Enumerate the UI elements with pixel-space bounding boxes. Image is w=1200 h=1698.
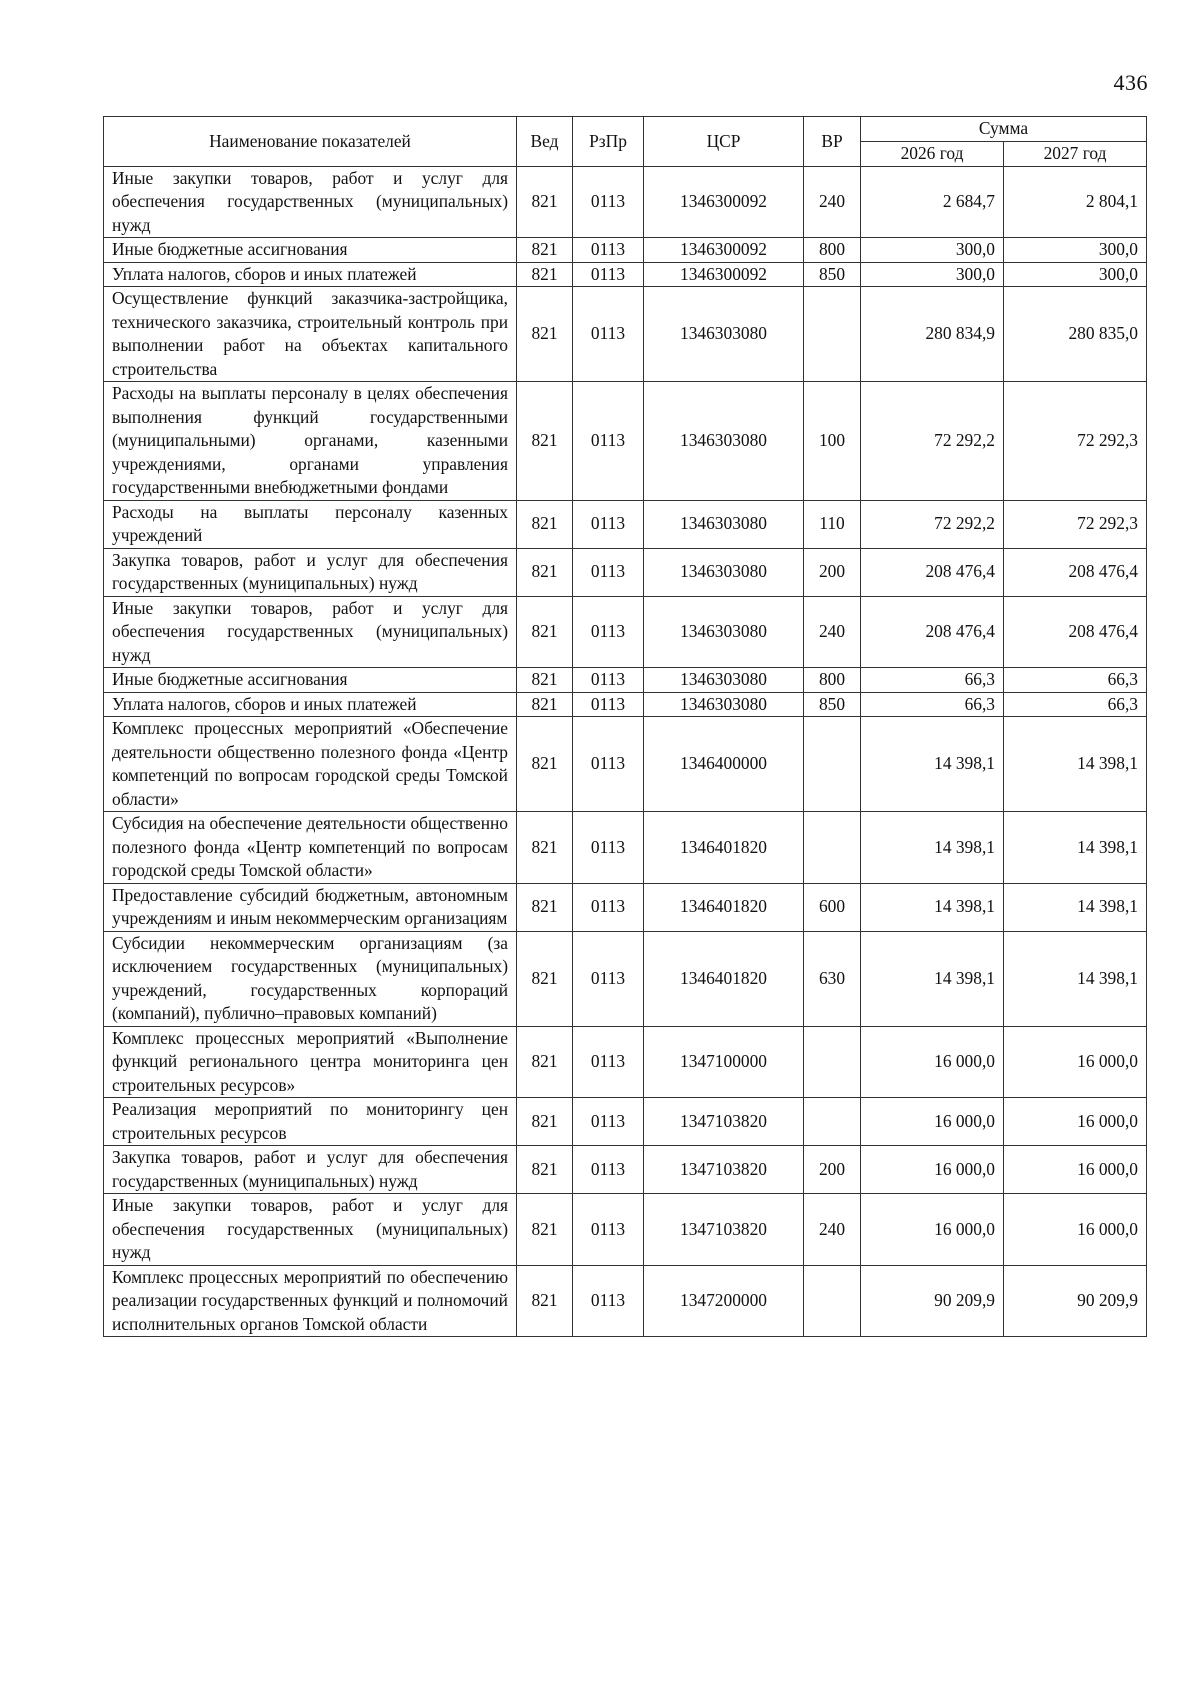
row-name: Комплекс процессных мероприятий по обеспечению реализации государственных функций и полномочий исполнительных органов Томской области: [104, 1265, 517, 1337]
row-vr: 200: [804, 548, 861, 596]
row-ved: 821: [517, 668, 573, 693]
row-csr: 1347103820: [644, 1146, 804, 1194]
row-sum-2026: 300,0: [861, 262, 1004, 287]
row-vr: 850: [804, 692, 861, 717]
row-vr: [804, 1026, 861, 1098]
row-ved: 821: [517, 238, 573, 263]
row-name: Комплекс процессных мероприятий «Выполнение функций регионального центра мониторинга цен строительных ресурсов»: [104, 1026, 517, 1098]
header-year-2027: 2027 год: [1004, 142, 1147, 167]
row-vr: 240: [804, 596, 861, 668]
row-name: Иные закупки товаров, работ и услуг для обеспечения государственных (муниципальных) нужд: [104, 166, 517, 238]
row-ved: 821: [517, 548, 573, 596]
row-sum-2027: 2 804,1: [1004, 166, 1147, 238]
header-year-2026: 2026 год: [861, 142, 1004, 167]
row-vr: [804, 1098, 861, 1146]
row-sum-2026: 208 476,4: [861, 548, 1004, 596]
row-rzpr: 0113: [573, 382, 644, 501]
row-csr: 1346300092: [644, 166, 804, 238]
row-sum-2027: 300,0: [1004, 238, 1147, 263]
budget-table: [103, 116, 1147, 1337]
row-rzpr: 0113: [573, 1194, 644, 1266]
row-vr: 800: [804, 238, 861, 263]
row-ved: 821: [517, 262, 573, 287]
row-sum-2026: 72 292,2: [861, 500, 1004, 548]
row-csr: 1346303080: [644, 287, 804, 382]
row-sum-2027: 208 476,4: [1004, 548, 1147, 596]
row-rzpr: 0113: [573, 1146, 644, 1194]
row-sum-2026: 66,3: [861, 668, 1004, 693]
row-sum-2026: 16 000,0: [861, 1146, 1004, 1194]
row-csr: 1346401820: [644, 812, 804, 884]
row-sum-2026: 66,3: [861, 692, 1004, 717]
row-vr: [804, 287, 861, 382]
row-ved: 821: [517, 883, 573, 931]
row-sum-2027: 14 398,1: [1004, 812, 1147, 884]
row-rzpr: 0113: [573, 500, 644, 548]
row-sum-2027: 14 398,1: [1004, 717, 1147, 812]
row-sum-2027: 72 292,3: [1004, 382, 1147, 501]
row-rzpr: 0113: [573, 931, 644, 1026]
row-csr: 1347103820: [644, 1194, 804, 1266]
table-row: [104, 166, 1147, 238]
table-row: [104, 931, 1147, 1026]
row-rzpr: 0113: [573, 883, 644, 931]
row-rzpr: 0113: [573, 596, 644, 668]
row-rzpr: 0113: [573, 166, 644, 238]
row-csr: 1346300092: [644, 262, 804, 287]
row-sum-2026: 16 000,0: [861, 1026, 1004, 1098]
table-row: [104, 1098, 1147, 1146]
header-ved: Вед: [517, 117, 573, 167]
row-rzpr: 0113: [573, 262, 644, 287]
row-sum-2027: 90 209,9: [1004, 1265, 1147, 1337]
row-rzpr: 0113: [573, 668, 644, 693]
row-ved: 821: [517, 1146, 573, 1194]
row-rzpr: 0113: [573, 238, 644, 263]
row-name: Иные бюджетные ассигнования: [104, 668, 517, 693]
table-row: [104, 1146, 1147, 1194]
row-csr: 1346303080: [644, 668, 804, 693]
row-vr: [804, 1265, 861, 1337]
header-name: Наименование показателей: [104, 117, 517, 167]
table-header: [104, 117, 1147, 167]
row-name: Иные бюджетные ассигнования: [104, 238, 517, 263]
row-name: Расходы на выплаты персоналу в целях обеспечения выполнения функций государственными (муниципальными) органами, казенными учреждениями, органами управления государственными внебюджетными фондами: [104, 382, 517, 501]
row-name: Иные закупки товаров, работ и услуг для обеспечения государственных (муниципальных) нужд: [104, 1194, 517, 1266]
row-sum-2026: 90 209,9: [861, 1265, 1004, 1337]
row-name: Комплекс процессных мероприятий «Обеспечение деятельности общественно полезного фонда «Центр компетенций по вопросам городской среды Томской области»: [104, 717, 517, 812]
page-number: 436: [1113, 70, 1148, 95]
row-sum-2026: 14 398,1: [861, 717, 1004, 812]
table-row: [104, 1265, 1147, 1337]
row-ved: 821: [517, 596, 573, 668]
row-ved: 821: [517, 382, 573, 501]
row-ved: 821: [517, 1265, 573, 1337]
row-name: Реализация мероприятий по мониторингу цен строительных ресурсов: [104, 1098, 517, 1146]
row-csr: 1346401820: [644, 931, 804, 1026]
row-ved: 821: [517, 166, 573, 238]
row-name: Предоставление субсидий бюджетным, автономным учреждениям и иным некоммерческим организациям: [104, 883, 517, 931]
table-body: [104, 166, 1147, 1337]
row-name: Закупка товаров, работ и услуг для обеспечения государственных (муниципальных) нужд: [104, 548, 517, 596]
row-sum-2026: 72 292,2: [861, 382, 1004, 501]
table-row: [104, 262, 1147, 287]
row-name: Иные закупки товаров, работ и услуг для обеспечения государственных (муниципальных) нужд: [104, 596, 517, 668]
row-sum-2027: 16 000,0: [1004, 1026, 1147, 1098]
table-row: [104, 692, 1147, 717]
header-rzpr: РзПр: [573, 117, 644, 167]
row-ved: 821: [517, 717, 573, 812]
row-sum-2027: 14 398,1: [1004, 931, 1147, 1026]
row-name: Уплата налогов, сборов и иных платежей: [104, 692, 517, 717]
row-csr: 1346303080: [644, 500, 804, 548]
row-sum-2027: 16 000,0: [1004, 1194, 1147, 1266]
row-name: Закупка товаров, работ и услуг для обеспечения государственных (муниципальных) нужд: [104, 1146, 517, 1194]
row-vr: [804, 717, 861, 812]
row-sum-2026: 16 000,0: [861, 1098, 1004, 1146]
row-name: Расходы на выплаты персоналу казенных учреждений: [104, 500, 517, 548]
row-ved: 821: [517, 500, 573, 548]
row-name: Субсидия на обеспечение деятельности общественно полезного фонда «Центр компетенций по вопросам городской среды Томской области»: [104, 812, 517, 884]
row-sum-2027: 208 476,4: [1004, 596, 1147, 668]
row-sum-2026: 14 398,1: [861, 812, 1004, 884]
header-vr: ВР: [804, 117, 861, 167]
row-ved: 821: [517, 812, 573, 884]
row-sum-2027: 300,0: [1004, 262, 1147, 287]
row-csr: 1346303080: [644, 382, 804, 501]
row-rzpr: 0113: [573, 1026, 644, 1098]
header-csr: ЦСР: [644, 117, 804, 167]
row-csr: 1347103820: [644, 1098, 804, 1146]
row-name: Осуществление функций заказчика-застройщика, технического заказчика, строительный контроль при выполнении работ на объектах капитального строительства: [104, 287, 517, 382]
row-sum-2027: 16 000,0: [1004, 1098, 1147, 1146]
row-ved: 821: [517, 692, 573, 717]
row-sum-2026: 208 476,4: [861, 596, 1004, 668]
row-csr: 1346303080: [644, 692, 804, 717]
header-sum: Сумма: [861, 117, 1147, 142]
table-row: [104, 717, 1147, 812]
table-row: [104, 596, 1147, 668]
row-rzpr: 0113: [573, 692, 644, 717]
table-row: [104, 287, 1147, 382]
table-row: [104, 883, 1147, 931]
row-ved: 821: [517, 931, 573, 1026]
row-name: Субсидии некоммерческим организациям (за исключением государственных (муниципальных) учреждений, государственных корпораций (компаний), публично–правовых компаний): [104, 931, 517, 1026]
row-vr: 240: [804, 1194, 861, 1266]
row-sum-2027: 14 398,1: [1004, 883, 1147, 931]
row-sum-2026: 280 834,9: [861, 287, 1004, 382]
row-sum-2027: 66,3: [1004, 668, 1147, 693]
table-row: [104, 500, 1147, 548]
row-sum-2027: 72 292,3: [1004, 500, 1147, 548]
row-vr: 800: [804, 668, 861, 693]
row-csr: 1346303080: [644, 548, 804, 596]
row-name: Уплата налогов, сборов и иных платежей: [104, 262, 517, 287]
row-vr: 630: [804, 931, 861, 1026]
table-row: [104, 1026, 1147, 1098]
row-vr: 850: [804, 262, 861, 287]
row-rzpr: 0113: [573, 287, 644, 382]
row-csr: 1346300092: [644, 238, 804, 263]
row-rzpr: 0113: [573, 1265, 644, 1337]
row-vr: 240: [804, 166, 861, 238]
table-row: [104, 382, 1147, 501]
row-sum-2027: 66,3: [1004, 692, 1147, 717]
table-row: [104, 238, 1147, 263]
row-vr: 110: [804, 500, 861, 548]
row-sum-2027: 16 000,0: [1004, 1146, 1147, 1194]
row-sum-2026: 14 398,1: [861, 931, 1004, 1026]
row-rzpr: 0113: [573, 1098, 644, 1146]
table-row: [104, 812, 1147, 884]
row-sum-2026: 300,0: [861, 238, 1004, 263]
row-sum-2026: 16 000,0: [861, 1194, 1004, 1266]
row-csr: 1346303080: [644, 596, 804, 668]
table-row: [104, 668, 1147, 693]
row-csr: 1347100000: [644, 1026, 804, 1098]
row-rzpr: 0113: [573, 548, 644, 596]
row-vr: 200: [804, 1146, 861, 1194]
row-sum-2026: 14 398,1: [861, 883, 1004, 931]
table-row: [104, 548, 1147, 596]
row-ved: 821: [517, 1026, 573, 1098]
row-csr: 1346400000: [644, 717, 804, 812]
row-vr: 600: [804, 883, 861, 931]
row-csr: 1346401820: [644, 883, 804, 931]
table-row: [104, 1194, 1147, 1266]
row-vr: 100: [804, 382, 861, 501]
row-ved: 821: [517, 287, 573, 382]
row-sum-2027: 280 835,0: [1004, 287, 1147, 382]
row-ved: 821: [517, 1098, 573, 1146]
row-rzpr: 0113: [573, 717, 644, 812]
row-rzpr: 0113: [573, 812, 644, 884]
row-sum-2026: 2 684,7: [861, 166, 1004, 238]
row-csr: 1347200000: [644, 1265, 804, 1337]
row-vr: [804, 812, 861, 884]
row-ved: 821: [517, 1194, 573, 1266]
